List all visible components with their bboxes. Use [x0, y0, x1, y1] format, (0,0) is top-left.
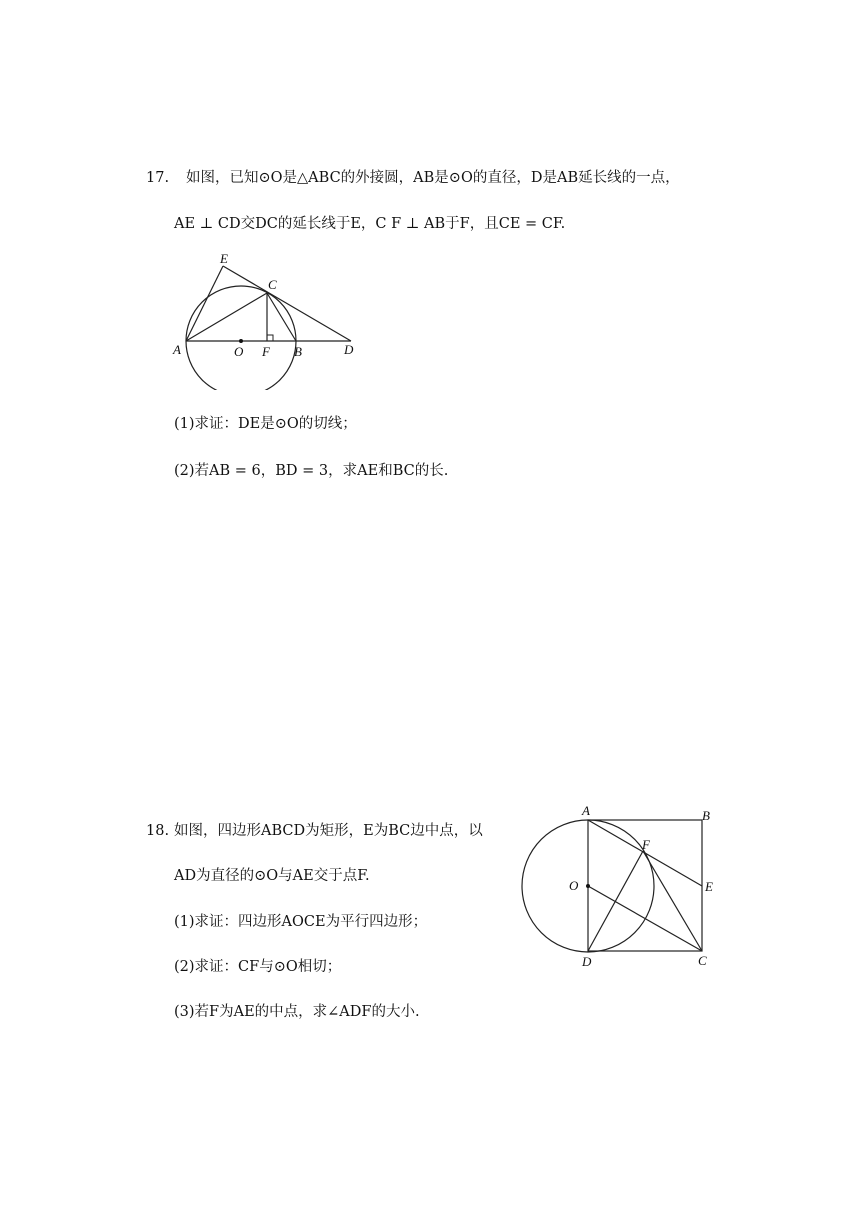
label-c: C — [268, 277, 277, 292]
label-a: A — [173, 342, 181, 357]
label-b: B — [702, 808, 710, 823]
question-18-text-line1: 如图，四边形ABCD为矩形，E为BC边中点，以 — [174, 823, 483, 839]
label-c: C — [698, 953, 707, 968]
question-17-part1: (1)求证：DE是⊙O的切线； — [174, 416, 357, 432]
label-a: A — [582, 803, 590, 818]
question-18-part3: (3)若F为AE的中点，求∠ADF的大小. — [174, 1004, 420, 1020]
label-e: E — [220, 251, 228, 266]
center-point — [239, 339, 243, 343]
right-angle-mark — [267, 335, 273, 341]
question-18-number: 18. — [146, 823, 170, 839]
question-18-part1: (1)求证：四边形AOCE为平行四边形； — [174, 914, 428, 930]
circle-o — [186, 286, 296, 390]
center-point — [586, 884, 590, 888]
question-18-text-line2: AD为直径的⊙O与AE交于点F. — [174, 868, 370, 884]
question-17-text-line1: 如图，已知⊙O是△ABC的外接圆，AB是⊙O的直径，D是AB延长线的一点， — [186, 170, 680, 186]
segment-df — [588, 851, 643, 951]
question-18-part2: (2)求证：CF与⊙O相切； — [174, 959, 342, 975]
label-f: F — [262, 344, 270, 359]
segment-oc — [588, 886, 702, 951]
label-b: B — [294, 344, 302, 359]
label-d: D — [344, 342, 354, 357]
label-e: E — [705, 879, 713, 894]
question-17-number: 17. — [146, 170, 170, 186]
label-f: F — [642, 837, 650, 852]
segment-ed — [223, 266, 351, 341]
question-17-text-line2: AE ⊥ CD交DC的延长线于E，C F ⊥ AB于F，且CE = CF. — [174, 216, 566, 232]
label-o: O — [569, 878, 579, 893]
question-18-figure — [510, 800, 730, 970]
segment-ae — [588, 820, 702, 886]
label-o: O — [234, 344, 244, 359]
label-d: D — [582, 954, 592, 969]
question-17-figure — [170, 250, 370, 390]
question-17-part2: (2)若AB = 6，BD = 3，求AE和BC的长. — [174, 463, 449, 479]
